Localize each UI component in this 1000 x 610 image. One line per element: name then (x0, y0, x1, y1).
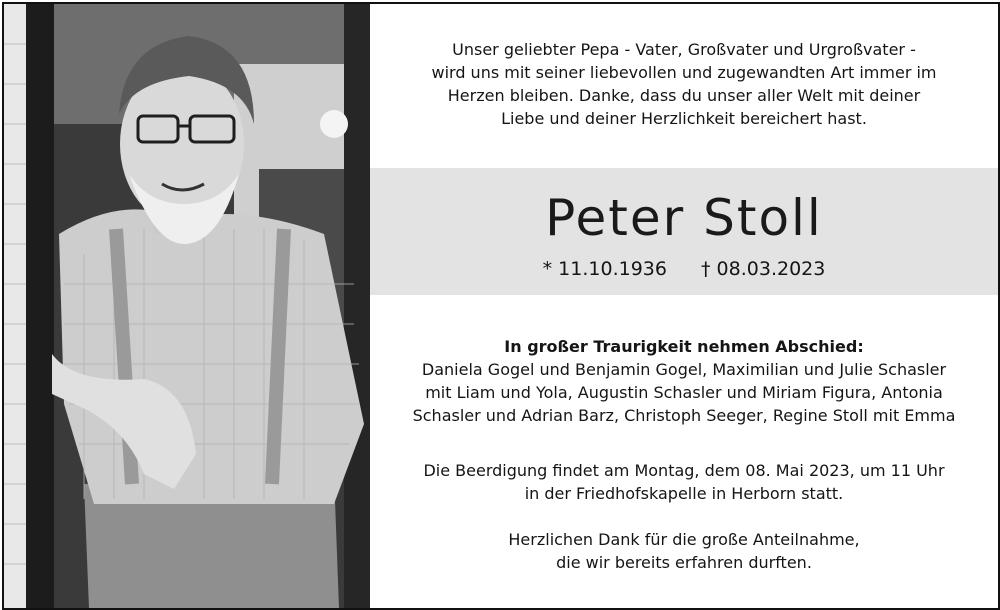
obituary-notice (2, 2, 1000, 610)
motto-line: wird uns mit seiner liebevollen und zugewandten Art immer im (431, 63, 937, 82)
notice-text-panel (370, 4, 998, 608)
motto-text (370, 38, 998, 130)
thanks-text (370, 528, 998, 574)
mourners-heading: In großer Traurigkeit nehmen Abschied: (504, 337, 864, 356)
funeral-info (370, 459, 998, 505)
thanks-line: die wir bereits erfahren durften. (556, 553, 812, 572)
thanks-line: Herzlichen Dank für die große Anteilnahme, (508, 530, 860, 549)
name-band (370, 168, 998, 295)
mourners-line: Schasler und Adrian Barz, Christoph Seeger, Regine Stoll mit Emma (412, 406, 956, 425)
mourners-block (370, 335, 998, 427)
mourners-line: Daniela Gogel und Benjamin Gogel, Maximilian und Julie Schasler (421, 360, 947, 379)
portrait-illustration (4, 4, 370, 608)
deceased-name: Peter Stoll (545, 189, 823, 247)
life-dates (370, 258, 998, 280)
death-date: † 08.03.2023 (701, 258, 826, 280)
mourners-line: mit Liam und Yola, Augustin Schasler und Miriam Figura, Antonia (425, 383, 943, 402)
funeral-line: Die Beerdigung findet am Montag, dem 08. Mai 2023, um 11 Uhr (423, 461, 945, 480)
portrait-photo (4, 4, 370, 608)
motto-line: Herzen bleiben. Danke, dass du unser aller Welt mit deiner (447, 86, 921, 105)
motto-line: Liebe und deiner Herzlichkeit bereichert hast. (501, 109, 867, 128)
birth-date: * 11.10.1936 (542, 258, 667, 280)
motto-line: Unser geliebter Pepa - Vater, Großvater und Urgroßvater - (452, 40, 916, 59)
funeral-line: in der Friedhofskapelle in Herborn statt. (524, 484, 844, 503)
